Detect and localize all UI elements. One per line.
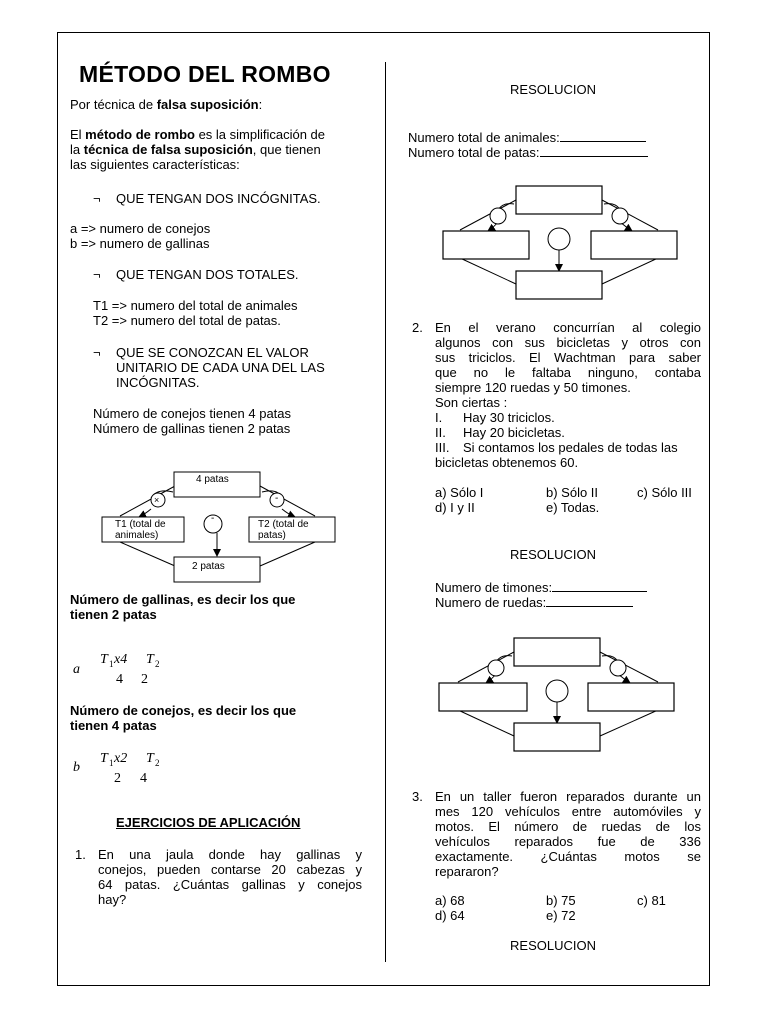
characteristic-3: [116, 345, 325, 390]
ex3-text: [435, 789, 701, 879]
ex2-line: En el verano concurrían al colegio: [435, 320, 701, 335]
ex2-option-d[interactable]: d) I y II: [435, 500, 475, 515]
heading-line: Número de conejos, es decir los que: [70, 703, 297, 718]
def-text: , que tienen: [252, 142, 321, 157]
answer-blank[interactable]: [540, 144, 648, 157]
ex2-item-2: [435, 425, 701, 440]
diagram-edge: [458, 652, 514, 682]
formula-a-sub1: 1: [109, 659, 114, 669]
bullet-symbol: ¬: [93, 267, 101, 282]
diagram-op-center: [548, 228, 570, 250]
char3-line: UNITARIO DE CADA UNA DEL LAS: [116, 360, 325, 375]
diagram-box-left: [443, 231, 529, 259]
diagram-box-top: [514, 638, 600, 666]
resolucion-heading-1: RESOLUCION: [510, 82, 596, 97]
diagram-box-right: [588, 683, 674, 711]
ex2-item-3: [435, 440, 701, 455]
bullet-symbol: ¬: [93, 191, 101, 206]
ex2-option-e[interactable]: e) Todas.: [546, 500, 600, 515]
diagram-op-left: [490, 208, 506, 224]
column-divider: [385, 62, 386, 962]
item-text: Hay 20 bicicletas.: [463, 425, 565, 440]
def-text: la: [70, 142, 84, 157]
item-text: Hay 30 triciclos.: [463, 410, 555, 425]
resolucion-heading-2: RESOLUCION: [510, 547, 596, 562]
ex1-line: 64 patas. ¿Cuántas gallinas y conejos: [98, 877, 362, 892]
ex3-line: repararon?: [435, 864, 499, 879]
formula-b-sub1: 1: [109, 758, 114, 768]
var-a-line: a => numero de conejos: [70, 221, 211, 236]
ex1-number: 1.: [75, 847, 86, 862]
diagram-edge: [602, 200, 658, 230]
r1-patas-label: Numero total de patas:: [408, 145, 540, 160]
characteristic-1: QUE TENGAN DOS INCÓGNITAS.: [116, 191, 321, 206]
diagram-edge: [602, 258, 658, 284]
diagram-op-left-symbol: ×: [154, 495, 160, 505]
intro-bold: falsa suposición: [156, 97, 259, 112]
diagram-edge: [460, 200, 516, 230]
ex2-line: que no le faltaba ninguno, contaba: [435, 365, 701, 380]
ex2-line: siempre 120 ruedas y 50 timones.: [435, 380, 631, 395]
formula-b-den2: 4: [140, 771, 147, 786]
ex2-option-a[interactable]: a) Sólo I: [435, 485, 484, 500]
formula-a-den2: 2: [141, 672, 148, 687]
conejos-heading: [70, 703, 296, 733]
formula-b-x: x2: [114, 751, 128, 766]
ex2-son-ciertas: Son ciertas :: [435, 395, 508, 410]
formula-b-var: b: [73, 760, 80, 775]
diagram-edge: [600, 652, 658, 682]
diagram-op-center-symbol: -: [211, 513, 215, 524]
diagram-edge: [460, 258, 516, 284]
ex3-number: 3.: [412, 789, 423, 804]
legs-conejos: Número de conejos tienen 4 patas: [93, 406, 292, 421]
ex3-line: vehículos reparados fue de 336: [435, 834, 701, 849]
diagram-box-bottom: [514, 723, 600, 751]
heading-line: tienen 4 patas: [70, 718, 157, 733]
r1-animales-label: Numero total de animales:: [408, 130, 560, 145]
item-number: III.: [435, 440, 450, 455]
intro-prefix: Por técnica de: [70, 97, 157, 112]
page-title: MÉTODO DEL ROMBO: [79, 61, 331, 87]
ex2-line: algunos con sus bicicletas y otros con: [435, 335, 701, 350]
ex1-text: [98, 847, 362, 907]
answer-blank[interactable]: [546, 594, 633, 607]
def-text: las siguientes características:: [70, 157, 240, 172]
intro-line: [70, 97, 262, 112]
r2-timones-line: [435, 579, 647, 595]
ejercicios-heading: EJERCICIOS DE APLICACIÓN: [116, 815, 301, 830]
diagram-left-label-1: T1 (total de: [115, 519, 166, 530]
diagram-bottom-label: 2 patas: [192, 561, 225, 572]
formula-b-t1: T: [100, 751, 108, 766]
def-text: El: [70, 127, 86, 142]
item-number: I.: [435, 410, 443, 425]
formula-a-var: a: [73, 662, 80, 677]
formula-b-sub2: 2: [155, 758, 160, 768]
char3-line: QUE SE CONOZCAN EL VALOR: [116, 345, 309, 360]
ex3-line: En un taller fueron reparados durante un: [435, 789, 701, 804]
ex3-option-a[interactable]: a) 68: [435, 893, 465, 908]
formula-a-t2: T: [146, 652, 154, 667]
char3-line: INCÓGNITAS.: [116, 375, 200, 390]
r1-animales-line: [408, 129, 646, 145]
ex2-text: [435, 320, 701, 470]
diagram-box-bottom: [516, 271, 602, 299]
gallinas-heading: [70, 592, 295, 622]
diagram-edge: [458, 710, 514, 736]
diagram-box-left: [439, 683, 527, 711]
r2-ruedas-line: [435, 594, 633, 610]
ex2-item-3-cont: bicicletas obtenemos 60.: [435, 455, 579, 470]
ex1-line: En una jaula donde hay gallinas y: [98, 847, 362, 862]
diagram-box-top: [516, 186, 602, 214]
ex2-option-c[interactable]: c) Sólo III: [637, 485, 692, 500]
ex3-line: exactamente. ¿Cuántas motos se: [435, 849, 701, 864]
ex2-option-b[interactable]: b) Sólo II: [546, 485, 599, 500]
ex3-option-c[interactable]: c) 81: [637, 893, 666, 908]
r2-ruedas-label: Numero de ruedas:: [435, 595, 547, 610]
r1-patas-line: [408, 144, 648, 160]
formula-a-den1: 4: [116, 672, 123, 687]
diagram-op-right: [612, 208, 628, 224]
heading-line: tienen 2 patas: [70, 607, 157, 622]
ex3-option-e[interactable]: e) 72: [546, 908, 576, 923]
diagram-top-label: 4 patas: [196, 474, 229, 485]
diagram-left-label-2: animales): [115, 530, 159, 541]
t1-line: T1 => numero del total de animales: [93, 298, 298, 313]
ex3-line: mes 120 vehículos entre automóviles y: [435, 804, 701, 819]
diagram-op-center: [546, 680, 568, 702]
diagram-op-left: [488, 660, 504, 676]
diagram-edge: [260, 542, 315, 566]
diagram-arrow: [282, 509, 295, 517]
ex1-line: conejos, pueden contarse 20 cabezas y: [98, 862, 362, 877]
rombo-diagram-blank-1: [440, 182, 705, 302]
t2-line: T2 => numero del total de patas.: [93, 313, 281, 328]
answer-blank[interactable]: [560, 129, 646, 142]
diagram-right-label-2: patas): [258, 530, 286, 541]
rombo-diagram: [95, 466, 345, 586]
r2-timones-label: Numero de timones:: [435, 580, 553, 595]
heading-line: Número de gallinas, es decir los que: [70, 592, 296, 607]
definition-paragraph: [70, 127, 360, 172]
answer-blank[interactable]: [552, 579, 647, 592]
var-b-line: b => numero de gallinas: [70, 236, 210, 251]
diagram-op-right-symbol: -: [275, 493, 279, 504]
resolucion-heading-3: RESOLUCION: [510, 938, 596, 953]
ex2-number: 2.: [412, 320, 423, 335]
formula-b-t2: T: [146, 751, 154, 766]
ex3-option-b[interactable]: b) 75: [546, 893, 576, 908]
def-text: es la simplificación de: [194, 127, 326, 142]
formula-a-sub2: 2: [155, 659, 160, 669]
diagram-box-right: [591, 231, 677, 259]
diagram-edge: [120, 542, 175, 566]
diagram-op-right: [610, 660, 626, 676]
item-text: Si contamos los pedales de todas las: [463, 440, 678, 455]
formula-a-t1: T: [100, 652, 108, 667]
ex1-line: hay?: [98, 892, 127, 907]
rombo-diagram-blank-2: [436, 634, 706, 754]
characteristic-2: QUE TENGAN DOS TOTALES.: [116, 267, 299, 282]
legs-gallinas: Número de gallinas tienen 2 patas: [93, 421, 291, 436]
def-bold: técnica de falsa suposición: [83, 142, 253, 157]
ex3-option-d[interactable]: d) 64: [435, 908, 465, 923]
ex3-line: motos. El número de ruedas de los: [435, 819, 701, 834]
bullet-symbol: ¬: [93, 345, 101, 360]
diagram-edge: [600, 710, 658, 736]
intro-suffix: :: [258, 97, 263, 112]
def-bold: método de rombo: [85, 127, 195, 142]
item-number: II.: [435, 425, 446, 440]
formula-a-x: x4: [114, 652, 128, 667]
ex2-item-1: [435, 410, 701, 425]
diagram-arrow: [139, 509, 151, 517]
ex2-line: sus triciclos. El Wachtman para saber: [435, 350, 701, 365]
diagram-right-label-1: T2 (total de: [258, 519, 309, 530]
formula-b-den1: 2: [114, 771, 121, 786]
